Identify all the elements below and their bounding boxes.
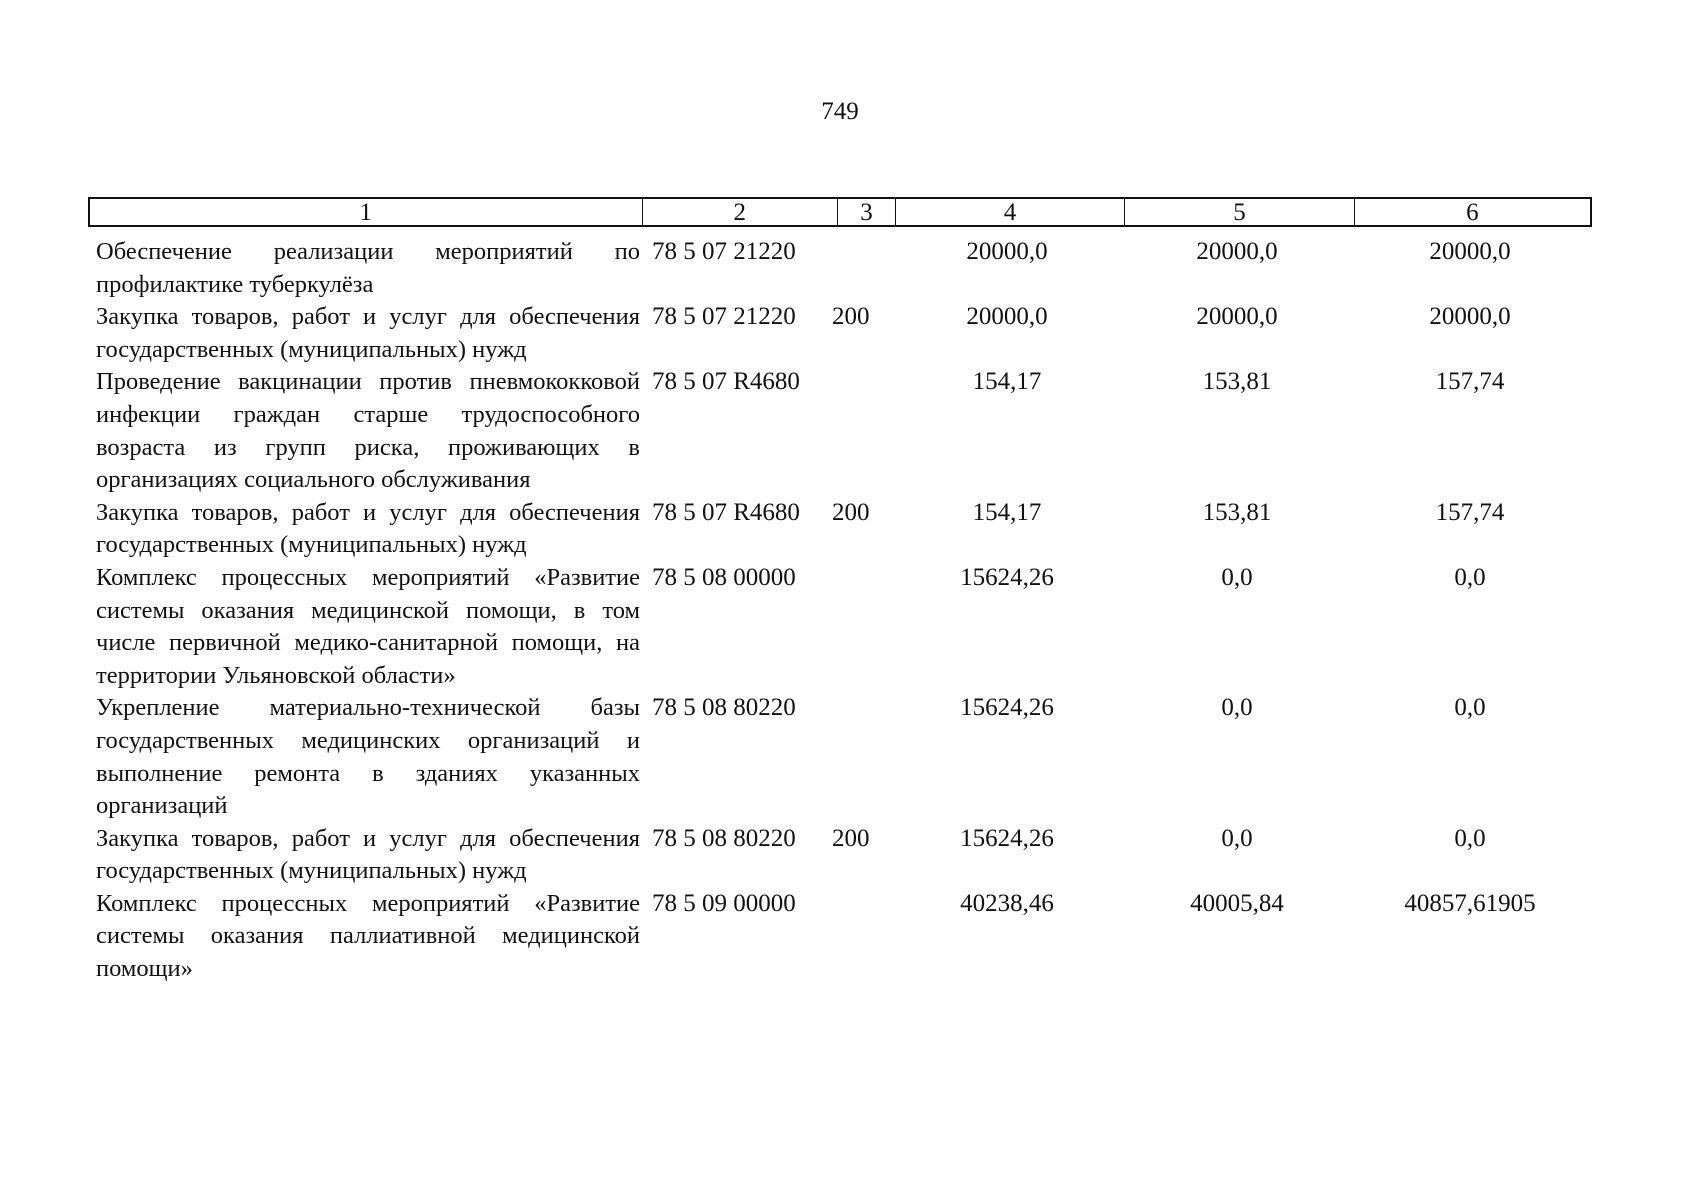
header-col-4: 4 xyxy=(896,199,1125,225)
row-code: 78 5 09 00000 xyxy=(652,889,796,917)
row-value-5: 153,81 xyxy=(1202,368,1272,396)
row-value-5: 0,0 xyxy=(1221,563,1253,591)
row-value-6: 157,74 xyxy=(1435,368,1505,396)
row-name: Комплекс процессных мероприятий «Развитие системы оказания медицинской помощи, в том числе первичной медико-санитарной помощи, на территории Ульяновской области» xyxy=(96,563,640,689)
row-code: 78 5 07 21220 xyxy=(652,238,796,265)
row-name: Закупка товаров, работ и услуг для обеспечения государственных (муниципальных) нужд xyxy=(96,498,640,559)
table-row xyxy=(96,562,1596,692)
row-code: 78 5 08 80220 xyxy=(652,694,796,722)
row-value-4: 20000,0 xyxy=(966,303,1048,331)
row-value-5: 20000,0 xyxy=(1196,238,1278,265)
table-body xyxy=(96,236,1596,986)
table-header xyxy=(88,197,1592,227)
row-name: Укрепление материально-технической базы государственных медицинских организаций и выполнение ремонта в зданиях указанных организаций xyxy=(96,694,640,820)
row-code: 78 5 08 80220 xyxy=(652,824,796,852)
row-name: Закупка товаров, работ и услуг для обеспечения государственных (муниципальных) нужд xyxy=(96,303,640,363)
row-name: Закупка товаров, работ и услуг для обеспечения государственных (муниципальных) нужд xyxy=(96,824,640,885)
row-type: 200 xyxy=(832,498,870,526)
table-row xyxy=(96,823,1596,888)
row-value-4: 20000,0 xyxy=(966,238,1048,265)
row-type: 200 xyxy=(832,303,870,331)
row-value-5: 0,0 xyxy=(1221,694,1253,722)
table-row xyxy=(96,692,1596,822)
header-col-1: 1 xyxy=(90,199,643,225)
row-value-5: 40005,84 xyxy=(1190,889,1284,917)
table-row xyxy=(96,888,1596,986)
header-col-6: 6 xyxy=(1466,199,1479,226)
row-name: Комплекс процессных мероприятий «Развитие системы оказания паллиативной медицинской помощи» xyxy=(96,889,640,983)
table-row xyxy=(96,366,1596,496)
row-value-6: 0,0 xyxy=(1454,563,1486,591)
page-number: 749 xyxy=(821,98,859,125)
row-value-4: 15624,26 xyxy=(960,694,1054,722)
row-name: Проведение вакцинации против пневмококковой инфекции граждан старше трудоспособного возраста из групп риска, проживающих в организациях социального обслуживания xyxy=(96,368,640,494)
row-value-5: 20000,0 xyxy=(1196,303,1278,331)
table-row xyxy=(96,301,1596,366)
header-col-5: 5 xyxy=(1125,199,1354,225)
table-row xyxy=(96,236,1596,301)
row-value-6: 0,0 xyxy=(1454,824,1486,852)
row-name: Обеспечение реализации мероприятий по профилактике туберкулёза xyxy=(96,238,640,298)
header-col-2: 2 xyxy=(643,199,838,225)
row-value-6: 20000,0 xyxy=(1429,238,1511,265)
row-value-5: 0,0 xyxy=(1221,824,1253,852)
row-code: 78 5 07 21220 xyxy=(652,303,796,331)
row-code: 78 5 07 R4680 xyxy=(652,368,800,396)
row-code: 78 5 07 R4680 xyxy=(652,498,800,526)
row-value-6: 157,74 xyxy=(1435,498,1505,526)
row-value-4: 154,17 xyxy=(972,498,1042,526)
header-col-3: 3 xyxy=(838,199,896,225)
table-row xyxy=(96,497,1596,562)
row-code: 78 5 08 00000 xyxy=(652,563,796,591)
row-value-4: 154,17 xyxy=(972,368,1042,396)
row-value-6: 20000,0 xyxy=(1429,303,1511,331)
row-value-6: 0,0 xyxy=(1454,694,1486,722)
row-value-5: 153,81 xyxy=(1202,498,1272,526)
row-type: 200 xyxy=(832,824,870,852)
row-value-6: 40857,61905 xyxy=(1404,889,1536,917)
row-value-4: 15624,26 xyxy=(960,563,1054,591)
row-value-4: 15624,26 xyxy=(960,824,1054,852)
row-value-4: 40238,46 xyxy=(960,889,1054,917)
